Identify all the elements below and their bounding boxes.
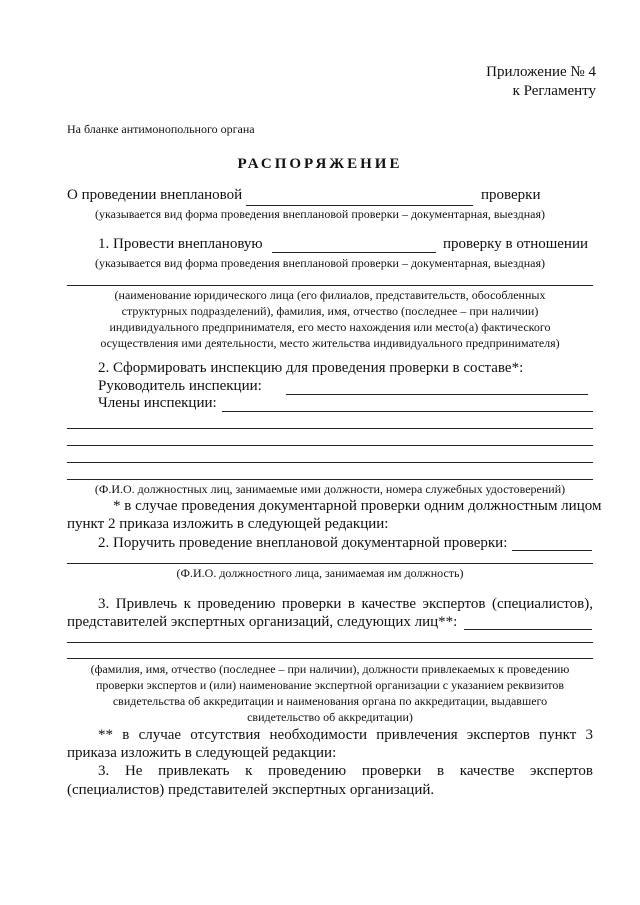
item3-blank: [464, 629, 592, 630]
item1-blank-line: [272, 252, 436, 253]
members-line-3: [67, 445, 593, 446]
item3-hint-3: свидетельства об аккредитации и наименования органа по аккредитации, выдавшего: [112, 694, 548, 708]
blank-note: На бланке антимонопольного органа: [67, 122, 255, 136]
members-line-2: [67, 428, 593, 429]
item2-line: 2. Сформировать инспекцию для проведения проверки в составе*:: [98, 360, 524, 376]
item2-alt: 2. Поручить проведение внеплановой документарной проверки:: [98, 535, 508, 551]
item1-suffix: проверку в отношении: [443, 236, 589, 252]
entity-hint-3: индивидуального предпринимателя, его место нахождения или место(а) фактического: [109, 320, 551, 334]
item2-alt-line: [67, 563, 593, 564]
item3-line-1: 3. Привлечь к проведению проверки в качестве экспертов (специалистов),: [98, 596, 593, 612]
item3-alt-1: 3. Не привлекать к проведению проверки в качестве экспертов: [98, 763, 593, 779]
item3-hint-4: свидетельство об аккредитации): [247, 710, 413, 724]
inspection-head-line: [286, 394, 588, 395]
appendix-number: Приложение № 4: [486, 64, 596, 80]
members-line-4: [67, 462, 593, 463]
item2-note-1: * в случае проведения документарной проверки одним должностным лицом: [113, 498, 602, 514]
intro-hint: (указывается вид форма проведения внеплановой проверки – документарная, выездная): [95, 207, 545, 221]
item3-alt-2: (специалистов) представителей экспертных организаций.: [67, 782, 435, 798]
item3-hint-1: (фамилия, имя, отчество (последнее – при наличии), должности привлекаемых к проведению: [90, 662, 570, 676]
item2-note-2: пункт 2 приказа изложить в следующей редакции:: [67, 516, 389, 532]
item3-line-b: [67, 658, 593, 659]
item2-alt-blank: [512, 550, 592, 551]
document-title: РАСПОРЯЖЕНИЕ: [237, 156, 403, 172]
intro-suffix: проверки: [481, 187, 541, 203]
entity-hint-4: осуществления ими деятельности, место жительства индивидуального предпринимателя): [100, 336, 560, 350]
fio-hint: (Ф.И.О. должностных лиц, занимаемые ими должности, номера служебных удостоверений): [94, 482, 566, 496]
reglament-ref: к Регламенту: [512, 83, 596, 99]
members-line-5: [67, 479, 593, 480]
intro-prefix: О проведении внеплановой: [67, 187, 243, 203]
item3-hint-2: проверки экспертов и (или) наименование экспертной организации с указанием реквизитов: [95, 678, 565, 692]
entity-hint-1: (наименование юридического лица (его филиалов, представительств, обособленных: [114, 288, 546, 302]
item3-line-2: представителей экспертных организаций, следующих лиц**:: [67, 614, 458, 630]
inspection-head-label: Руководитель инспекции:: [98, 378, 262, 394]
members-line-1: [222, 411, 593, 412]
entity-line: [67, 285, 593, 286]
inspection-members-label: Члены инспекции:: [98, 395, 217, 411]
item3-note-1: ** в случае отсутствия необходимости привлечения экспертов пункт 3: [98, 727, 593, 743]
item1-hint: (указывается вид форма проведения внеплановой проверки – документарная, выездная): [95, 256, 545, 270]
item3-note-2: приказа изложить в следующей редакции:: [67, 745, 337, 761]
entity-hint-2: структурных подразделений), фамилия, имя, отчество (последнее – при наличии): [121, 304, 539, 318]
item3-line-a: [67, 642, 593, 643]
item1-prefix: 1. Провести внеплановую: [98, 236, 263, 252]
intro-blank-line: [246, 205, 473, 206]
item2-alt-hint: (Ф.И.О. должностного лица, занимаемая им должность): [176, 566, 464, 580]
